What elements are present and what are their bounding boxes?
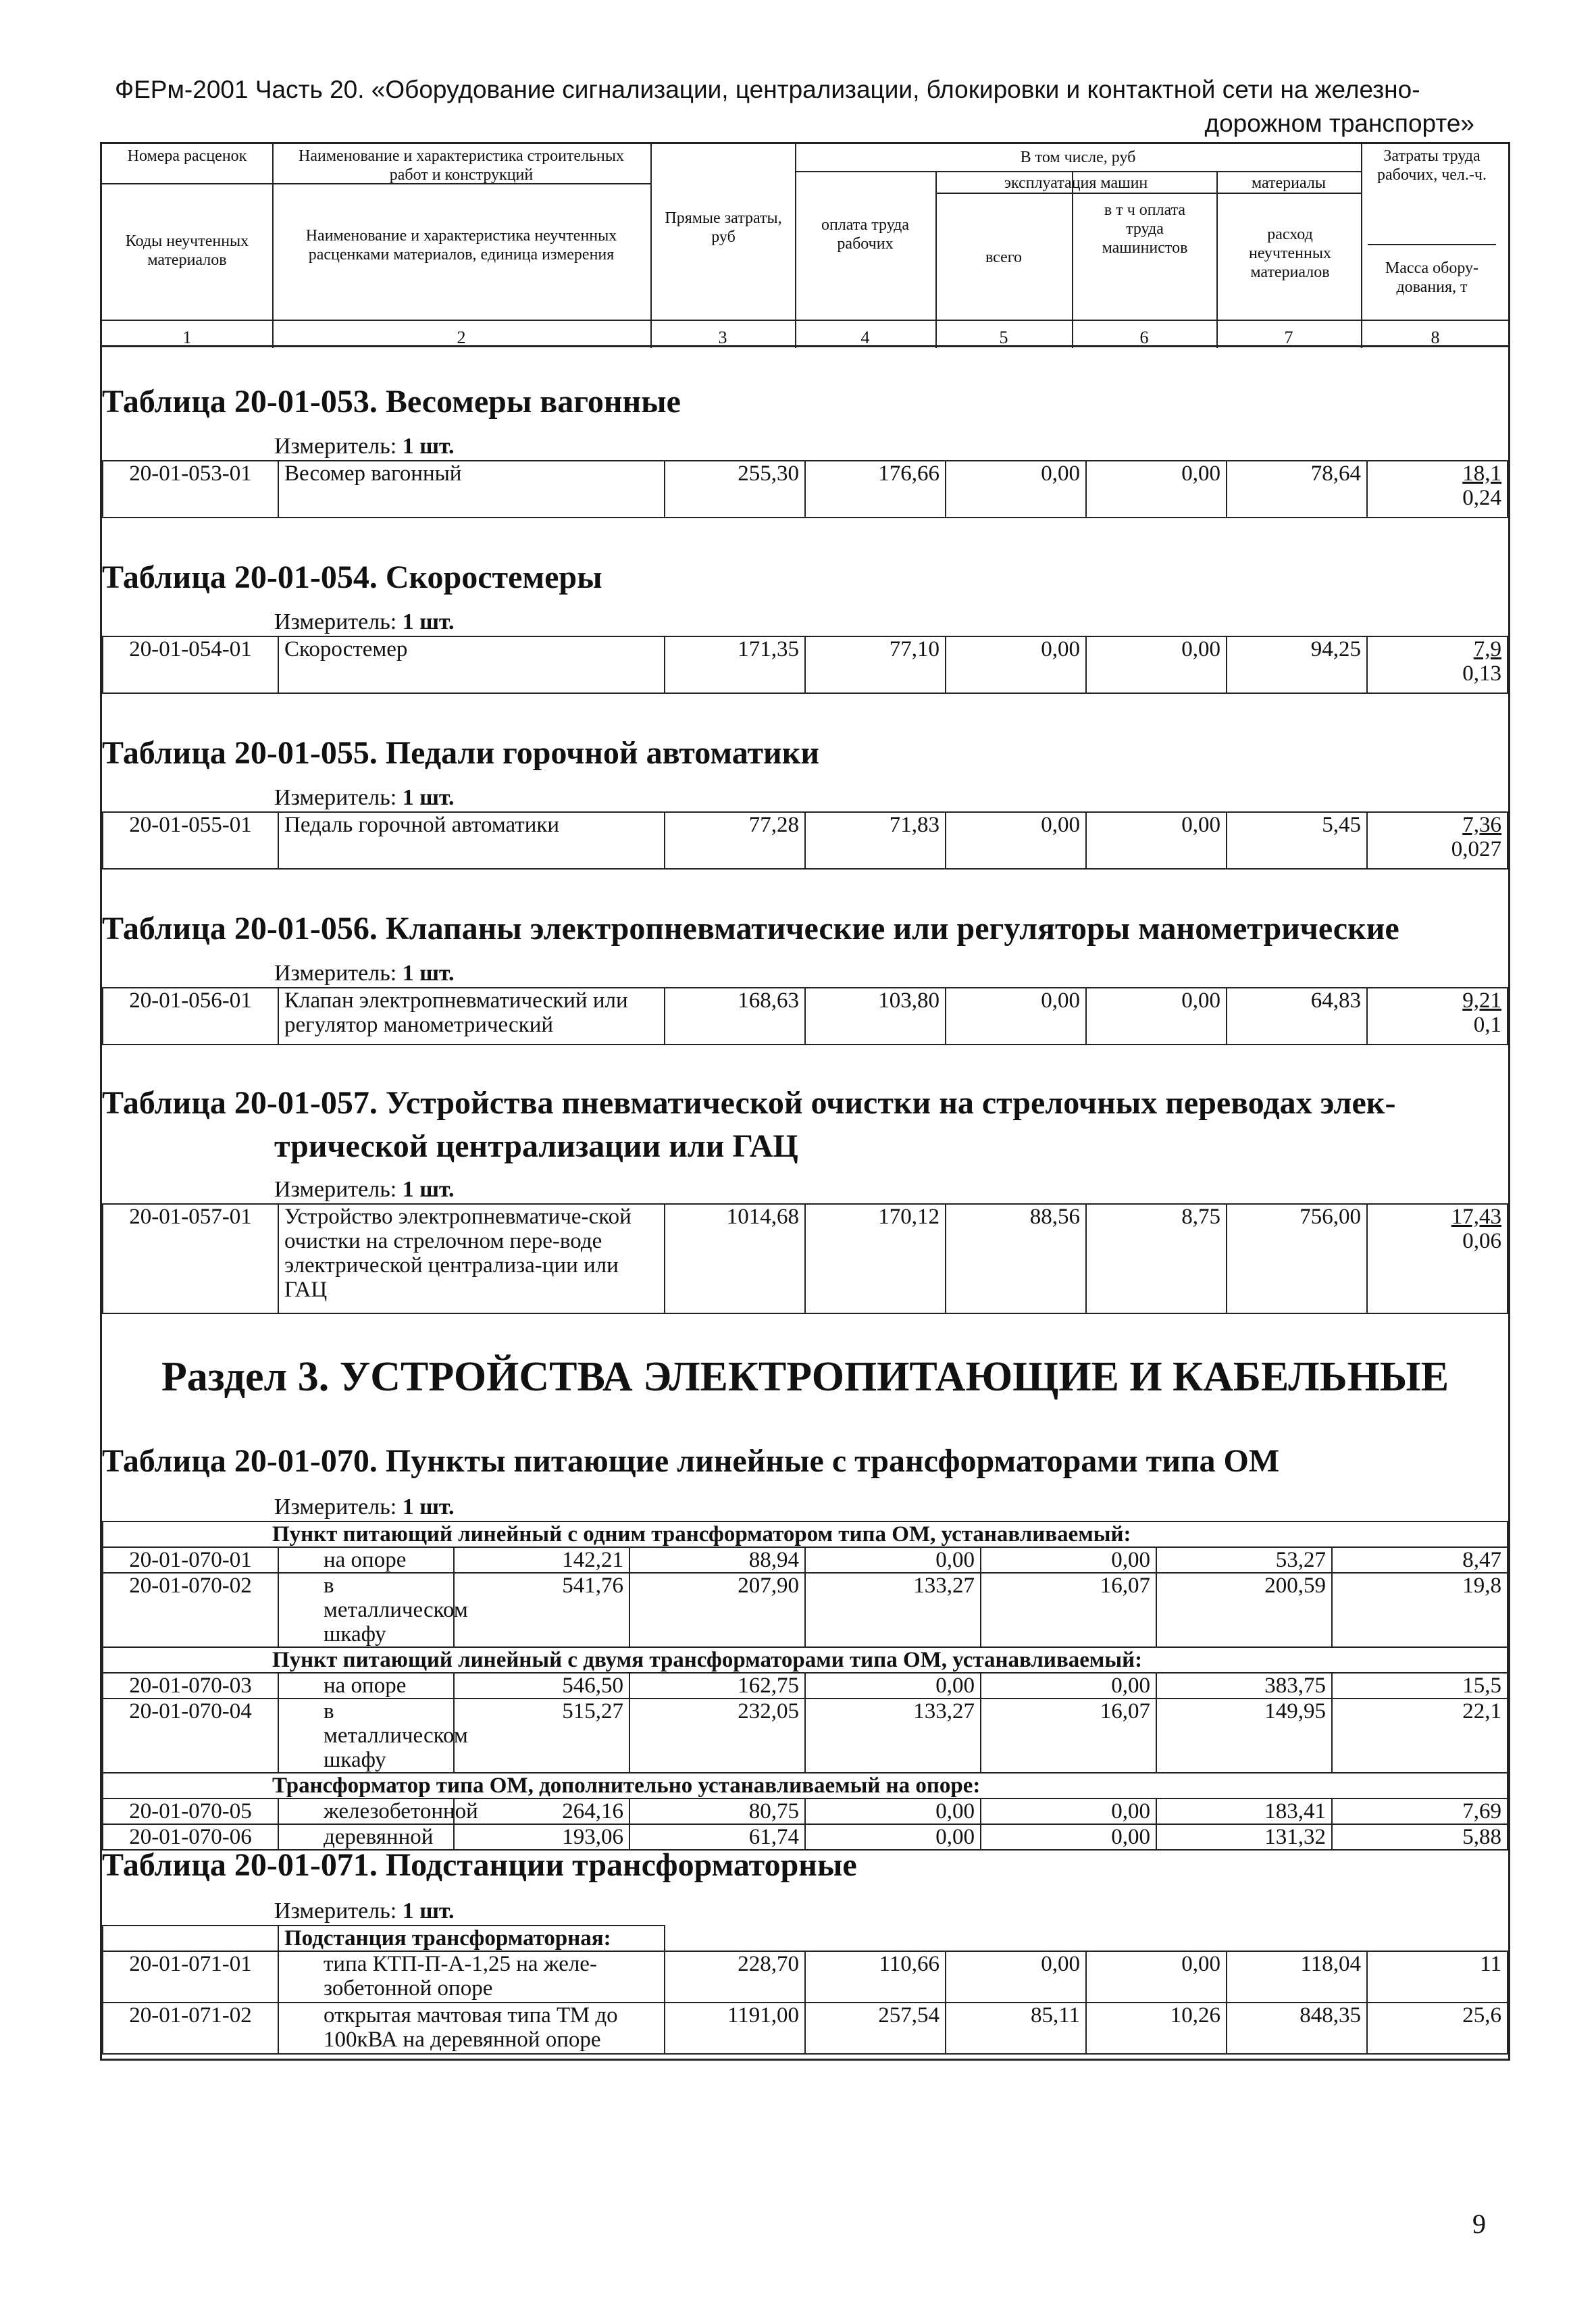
table-row <box>103 2003 1508 2054</box>
rate-name: открытая мачтовая типа ТМ до 100кВА на деревянной опоре <box>278 2003 665 2054</box>
rate-code: 20-01-070-04 <box>103 1699 278 1773</box>
direct-costs: 168,63 <box>665 988 805 1045</box>
table-055-title: Таблица 20-01-055. Педали горочной автоматики <box>102 735 819 771</box>
table-row <box>103 1951 1508 2003</box>
col-worker-pay: оплата труда рабочих <box>821 216 910 253</box>
rate-code: 20-01-070-01 <box>103 1547 278 1573</box>
machines-total: 0,00 <box>946 812 1086 869</box>
worker-pay: 88,94 <box>629 1547 805 1573</box>
operator-pay: 0,00 <box>1086 988 1227 1045</box>
equipment-mass: 0,027 <box>1451 837 1501 861</box>
materials-cost: 383,75 <box>1156 1673 1332 1699</box>
rate-name: Весомер вагонный <box>278 461 665 518</box>
table-row <box>103 812 1508 869</box>
direct-costs: 1014,68 <box>665 1204 805 1313</box>
col-equipment-mass: Масса обору-дования, т <box>1385 259 1479 296</box>
table-053-rows <box>102 460 1508 518</box>
labor-hours: 17,43 <box>1451 1205 1501 1229</box>
col-number-1: 1 <box>182 328 192 347</box>
rate-name: Скоростемер <box>278 636 665 693</box>
rate-code: 20-01-057-01 <box>103 1204 278 1313</box>
direct-costs: 546,50 <box>454 1673 629 1699</box>
col-materials-use: расход неучтенных материалов <box>1249 226 1331 281</box>
direct-costs: 541,76 <box>454 1573 629 1647</box>
rate-code: 20-01-071-02 <box>103 2003 278 2054</box>
rate-code: 20-01-070-03 <box>103 1673 278 1699</box>
worker-pay: 71,83 <box>805 812 946 869</box>
machines-total: 133,27 <box>805 1573 981 1647</box>
labor-hours: 9,21 <box>1462 988 1501 1013</box>
col-number-7: 7 <box>1284 328 1293 347</box>
machines-total: 0,00 <box>946 988 1086 1045</box>
col-machines: эксплуатация машин <box>1004 174 1148 192</box>
col-number-2: 2 <box>457 328 466 347</box>
labor-hours: 5,88 <box>1332 1824 1508 1850</box>
materials-cost: 131,32 <box>1156 1824 1332 1850</box>
worker-pay: 162,75 <box>629 1673 805 1699</box>
norms-sheet <box>100 142 1510 2061</box>
running-head-line-1: ФЕРм-2001 Часть 20. «Оборудование сигнализации, централизации, блокировки и контактной сети на железно- <box>115 76 1420 103</box>
materials-cost: 756,00 <box>1227 1204 1367 1313</box>
col-rate-number: Номера расценок <box>127 147 247 165</box>
labor-and-mass <box>1367 1204 1508 1313</box>
rate-code: 20-01-056-01 <box>103 988 278 1045</box>
labor-and-mass <box>1367 461 1508 518</box>
operator-pay: 0,00 <box>1086 812 1227 869</box>
table-054-rows <box>102 636 1508 694</box>
labor-and-mass <box>1367 988 1508 1045</box>
table-054-title: Таблица 20-01-054. Скоростемеры <box>102 559 602 595</box>
rate-code: 20-01-071-01 <box>103 1951 278 2003</box>
rate-code: 20-01-055-01 <box>103 812 278 869</box>
operator-pay: 0,00 <box>981 1673 1156 1699</box>
labor-and-mass <box>1367 812 1508 869</box>
table-053-title: Таблица 20-01-053. Весомеры вагонные <box>102 384 681 420</box>
labor-hours: 11 <box>1367 1951 1508 2003</box>
col-number-8: 8 <box>1431 328 1440 347</box>
col-number-3: 3 <box>718 328 727 347</box>
worker-pay: 170,12 <box>805 1204 946 1313</box>
equipment-mass: 0,06 <box>1462 1229 1501 1253</box>
table-055-unit: Измеритель: 1 шт. <box>274 785 455 810</box>
table-070-title: Таблица 20-01-070. Пункты питающие линейные с трансформаторами типа ОМ <box>102 1443 1280 1479</box>
operator-pay: 0,00 <box>981 1799 1156 1824</box>
table-row <box>103 1573 1508 1647</box>
direct-costs: 515,27 <box>454 1699 629 1773</box>
rate-name: Педаль горочной автоматики <box>278 812 665 869</box>
rate-name: Устройство электропневматиче-ской очистки на стрелочном пере-воде электрической централиза-ции или ГАЦ <box>278 1204 665 1313</box>
machines-total: 0,00 <box>946 636 1086 693</box>
materials-cost: 118,04 <box>1227 1951 1367 2003</box>
worker-pay: 257,54 <box>805 2003 946 2054</box>
table-row <box>103 988 1508 1045</box>
operator-pay: 0,00 <box>1086 636 1227 693</box>
table-071-title: Таблица 20-01-071. Подстанции трансформаторные <box>102 1847 857 1883</box>
machines-total: 88,56 <box>946 1204 1086 1313</box>
operator-pay: 16,07 <box>981 1573 1156 1647</box>
table-054-unit: Измеритель: 1 шт. <box>274 609 455 634</box>
group-label: Подстанция трансформаторная: <box>278 1926 665 1951</box>
col-labor-cost: Затраты труда рабочих, чел.-ч. <box>1377 147 1487 184</box>
running-head <box>115 73 1474 141</box>
table-056-rows <box>102 987 1508 1045</box>
machines-total: 0,00 <box>805 1547 981 1573</box>
labor-hours: 19,8 <box>1332 1573 1508 1647</box>
operator-pay: 16,07 <box>981 1699 1156 1773</box>
page-number: 9 <box>1472 2209 1486 2239</box>
labor-and-mass <box>1367 636 1508 693</box>
direct-costs: 142,21 <box>454 1547 629 1573</box>
rate-name: деревянной <box>278 1824 454 1850</box>
rate-name: в металлическом шкафу <box>278 1699 454 1773</box>
column-header <box>102 144 1508 348</box>
col-number-4: 4 <box>860 328 870 347</box>
labor-hours: 7,69 <box>1332 1799 1508 1824</box>
table-057-title: Таблица 20-01-057. Устройства пневматической очистки на стрелочных переводах элек- <box>102 1085 1396 1121</box>
worker-pay: 207,90 <box>629 1573 805 1647</box>
group-label: Пункт питающий линейный с одним трансформатором типа ОМ, устанавливаемый: <box>103 1521 1508 1547</box>
group-row <box>103 1521 1508 1547</box>
col-group-including: В том числе, руб <box>1020 149 1136 166</box>
table-row <box>103 1799 1508 1824</box>
table-row <box>103 461 1508 518</box>
table-053-unit: Измеритель: 1 шт. <box>274 434 455 459</box>
materials-cost: 149,95 <box>1156 1699 1332 1773</box>
group-row <box>103 1926 1508 1951</box>
operator-pay: 10,26 <box>1086 2003 1227 2054</box>
equipment-mass: 0,24 <box>1462 486 1501 510</box>
col-operator-pay: в т ч оплата труда машинистов <box>1102 201 1188 257</box>
materials-cost: 78,64 <box>1227 461 1367 518</box>
rate-code: 20-01-070-06 <box>103 1824 278 1850</box>
worker-pay: 110,66 <box>805 1951 946 2003</box>
col-work-name: Наименование и характеристика строительных работ и конструкций <box>299 147 624 184</box>
rate-name: Клапан электропневматический или регулятор манометрический <box>278 988 665 1045</box>
direct-costs: 264,16 <box>454 1799 629 1824</box>
rate-code: 20-01-070-02 <box>103 1573 278 1647</box>
materials-cost: 848,35 <box>1227 2003 1367 2054</box>
table-row <box>103 1699 1508 1773</box>
direct-costs: 1191,00 <box>665 2003 805 2054</box>
labor-hours: 7,9 <box>1473 637 1501 661</box>
rate-code: 20-01-070-05 <box>103 1799 278 1824</box>
machines-total: 0,00 <box>805 1799 981 1824</box>
labor-hours: 15,5 <box>1332 1673 1508 1699</box>
machines-total: 0,00 <box>946 461 1086 518</box>
col-material-name: Наименование и характеристика неучтенных расценками материалов, единица измерения <box>305 227 617 263</box>
materials-cost: 200,59 <box>1156 1573 1332 1647</box>
machines-total: 0,00 <box>805 1824 981 1850</box>
rate-name: типа КТП-П-А-1,25 на желе-зобетонной опоре <box>278 1951 665 2003</box>
table-056-title: Таблица 20-01-056. Клапаны электропневматические или регуляторы манометрические <box>102 911 1399 947</box>
table-row <box>103 1204 1508 1313</box>
table-057-rows <box>102 1203 1508 1314</box>
table-070-unit: Измеритель: 1 шт. <box>274 1494 455 1519</box>
machines-total: 0,00 <box>946 1951 1086 2003</box>
labor-hours: 22,1 <box>1332 1699 1508 1773</box>
col-materials: материалы <box>1251 174 1326 192</box>
worker-pay: 77,10 <box>805 636 946 693</box>
labor-hours: 25,6 <box>1367 2003 1508 2054</box>
group-label: Пункт питающий линейный с двумя трансформаторами типа ОМ, устанавливаемый: <box>103 1647 1508 1673</box>
materials-cost: 183,41 <box>1156 1799 1332 1824</box>
col-machines-total: всего <box>985 249 1023 266</box>
equipment-mass: 0,1 <box>1473 1013 1501 1037</box>
table-row <box>103 636 1508 693</box>
operator-pay: 8,75 <box>1086 1204 1227 1313</box>
rate-code: 20-01-053-01 <box>103 461 278 518</box>
col-number-6: 6 <box>1139 328 1149 347</box>
worker-pay: 232,05 <box>629 1699 805 1773</box>
operator-pay: 0,00 <box>981 1824 1156 1850</box>
rate-name: на опоре <box>278 1673 454 1699</box>
worker-pay: 176,66 <box>805 461 946 518</box>
labor-hours: 18,1 <box>1462 461 1501 486</box>
group-row <box>103 1773 1508 1799</box>
rate-name: в металлическом шкафу <box>278 1573 454 1647</box>
rate-name: железобетонной <box>278 1799 454 1824</box>
materials-cost: 5,45 <box>1227 812 1367 869</box>
equipment-mass: 0,13 <box>1462 661 1501 686</box>
table-070-rows <box>102 1521 1508 1851</box>
materials-cost: 64,83 <box>1227 988 1367 1045</box>
table-057-title-cont: трической централизации или ГАЦ <box>274 1128 798 1164</box>
table-057-unit: Измеритель: 1 шт. <box>274 1177 455 1202</box>
operator-pay: 0,00 <box>1086 461 1227 518</box>
worker-pay: 80,75 <box>629 1799 805 1824</box>
table-row <box>103 1673 1508 1699</box>
table-056-unit: Измеритель: 1 шт. <box>274 961 455 986</box>
group-row <box>103 1647 1508 1673</box>
machines-total: 0,00 <box>805 1673 981 1699</box>
worker-pay: 103,80 <box>805 988 946 1045</box>
col-number-5: 5 <box>999 328 1008 347</box>
labor-hours: 7,36 <box>1462 813 1501 837</box>
section-3-heading: Раздел 3. УСТРОЙСТВА ЭЛЕКТРОПИТАЮЩИЕ И КАБЕЛЬНЫЕ <box>161 1354 1449 1400</box>
materials-cost: 94,25 <box>1227 636 1367 693</box>
col-material-codes: Коды неучтенных материалов <box>125 232 249 269</box>
worker-pay: 61,74 <box>629 1824 805 1850</box>
direct-costs: 193,06 <box>454 1824 629 1850</box>
direct-costs: 228,70 <box>665 1951 805 2003</box>
operator-pay: 0,00 <box>1086 1951 1227 2003</box>
table-row <box>103 1547 1508 1573</box>
running-head-line-2: дорожном транспорте» <box>1204 109 1474 137</box>
machines-total: 133,27 <box>805 1699 981 1773</box>
direct-costs: 77,28 <box>665 812 805 869</box>
table-071-unit: Измеритель: 1 шт. <box>274 1898 455 1923</box>
table-071-rows <box>102 1925 1508 2055</box>
direct-costs: 255,30 <box>665 461 805 518</box>
materials-cost: 53,27 <box>1156 1547 1332 1573</box>
rate-code: 20-01-054-01 <box>103 636 278 693</box>
direct-costs: 171,35 <box>665 636 805 693</box>
operator-pay: 0,00 <box>981 1547 1156 1573</box>
table-055-rows <box>102 811 1508 870</box>
rate-name: на опоре <box>278 1547 454 1573</box>
labor-hours: 8,47 <box>1332 1547 1508 1573</box>
machines-total: 85,11 <box>946 2003 1086 2054</box>
col-direct-costs: Прямые затраты, руб <box>665 209 782 246</box>
group-label: Трансформатор типа ОМ, дополнительно устанавливаемый на опоре: <box>103 1773 1508 1799</box>
